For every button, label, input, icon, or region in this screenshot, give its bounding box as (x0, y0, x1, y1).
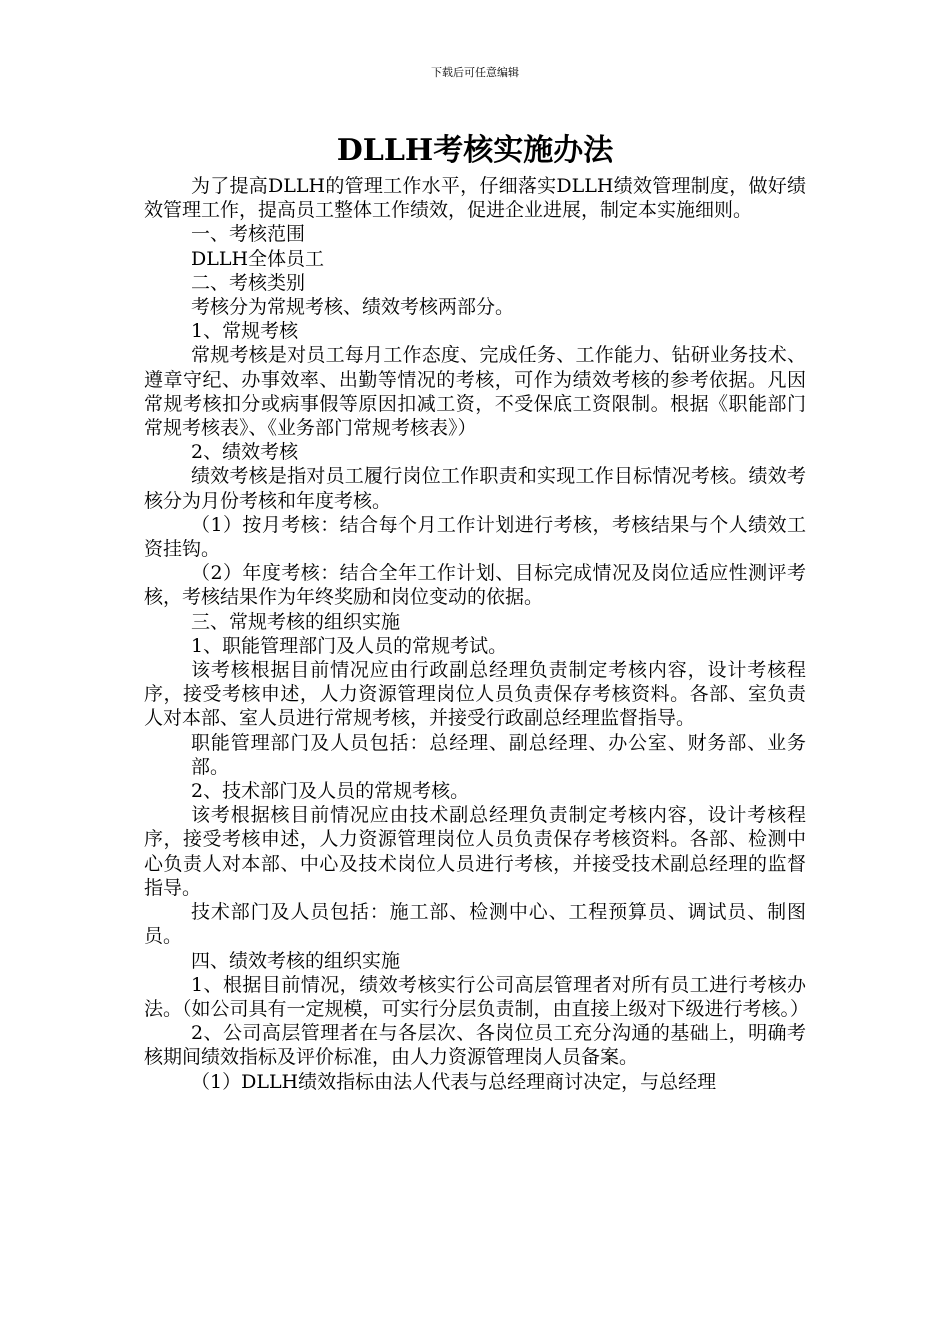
paragraph: 2、绩效考核 (191, 441, 299, 464)
paragraph: 该考根据核目前情况应由技术副总经理负责制定考核内容，设计考核程序，接受考核申述，人力资源管理岗位人员负责保存考核资料。各部、检测中心负责人对本部、中心及技术岗位人员进行考核，并接受技术副总经理的监督指导。 (144, 804, 806, 899)
page-header: 下载后可任意编辑 (431, 66, 519, 79)
paragraph: 四、绩效考核的组织实施 (191, 949, 401, 972)
paragraph: 1、职能管理部门及人员的常规考试。 (191, 634, 508, 657)
paragraph: 为了提高DLLH的管理工作水平，仔细落实DLLH绩效管理制度，做好绩效管理工作，提高员工整体工作绩效，促进企业进展，制定本实施细则。 (144, 175, 806, 222)
paragraph: 1、常规考核 (191, 320, 299, 343)
paragraph: 一、考核范围 (191, 223, 306, 246)
paragraph: 考核分为常规考核、绩效考核两部分。 (191, 296, 515, 319)
paragraph: 常规考核是对员工每月工作态度、完成任务、工作能力、钻研业务技术、遵章守纪、办事效率、出勤等情况的考核，可作为绩效考核的参考依据。凡因常规考核扣分或病事假等原因扣减工资，不受保底工资限制。根据《职能部门常规考核表》、《业务部门常规考核表》） (144, 344, 806, 440)
document-body (144, 174, 810, 1094)
paragraph: 1、根据目前情况，绩效考核实行公司高层管理者对所有员工进行考核办法。（如公司具有一定规模，可实行分层负责制，由直接上级对下级进行考核。） (144, 973, 810, 1020)
paragraph: （1）按月考核：结合每个月工作计划进行考核，考核结果与个人绩效工资挂钩。 (144, 513, 806, 561)
paragraph: （2）年度考核：结合全年工作计划、目标完成情况及岗位适应性测评考核，考核结果作为年终奖励和岗位变动的依据。 (144, 562, 806, 609)
paragraph: 二、考核类别 (191, 271, 306, 294)
document-title: DLLH考核实施办法 (336, 133, 614, 168)
paragraph: 2、公司高层管理者在与各层次、各岗位员工充分沟通的基础上，明确考核期间绩效指标及评价标准，由人力资源管理岗人员备案。 (144, 1022, 806, 1069)
paragraph: 该考核根据目前情况应由行政副总经理负责制定考核内容，设计考核程序，接受考核申述，人力资源管理岗位人员负责保存考核资料。各部、室负责人对本部、室人员进行常规考核，并接受行政副总经理监督指导。 (144, 659, 806, 730)
paragraph: 2、技术部门及人员的常规考核。 (191, 780, 470, 803)
paragraph: 三、常规考核的组织实施 (191, 610, 401, 633)
paragraph: 职能管理部门及人员包括：总经理、副总经理、办公室、财务部、业务部。 (191, 731, 806, 778)
paragraph: 绩效考核是指对员工履行岗位工作职责和实现工作目标情况考核。绩效考核分为月份考核和年度考核。 (144, 465, 806, 512)
paragraph: （1）DLLH绩效指标由法人代表与总经理商讨决定，与总经理 (191, 1070, 717, 1093)
paragraph: DLLH全体员工 (191, 247, 325, 270)
paragraph: 技术部门及人员包括：施工部、检测中心、工程预算员、调试员、制图员。 (144, 901, 806, 948)
